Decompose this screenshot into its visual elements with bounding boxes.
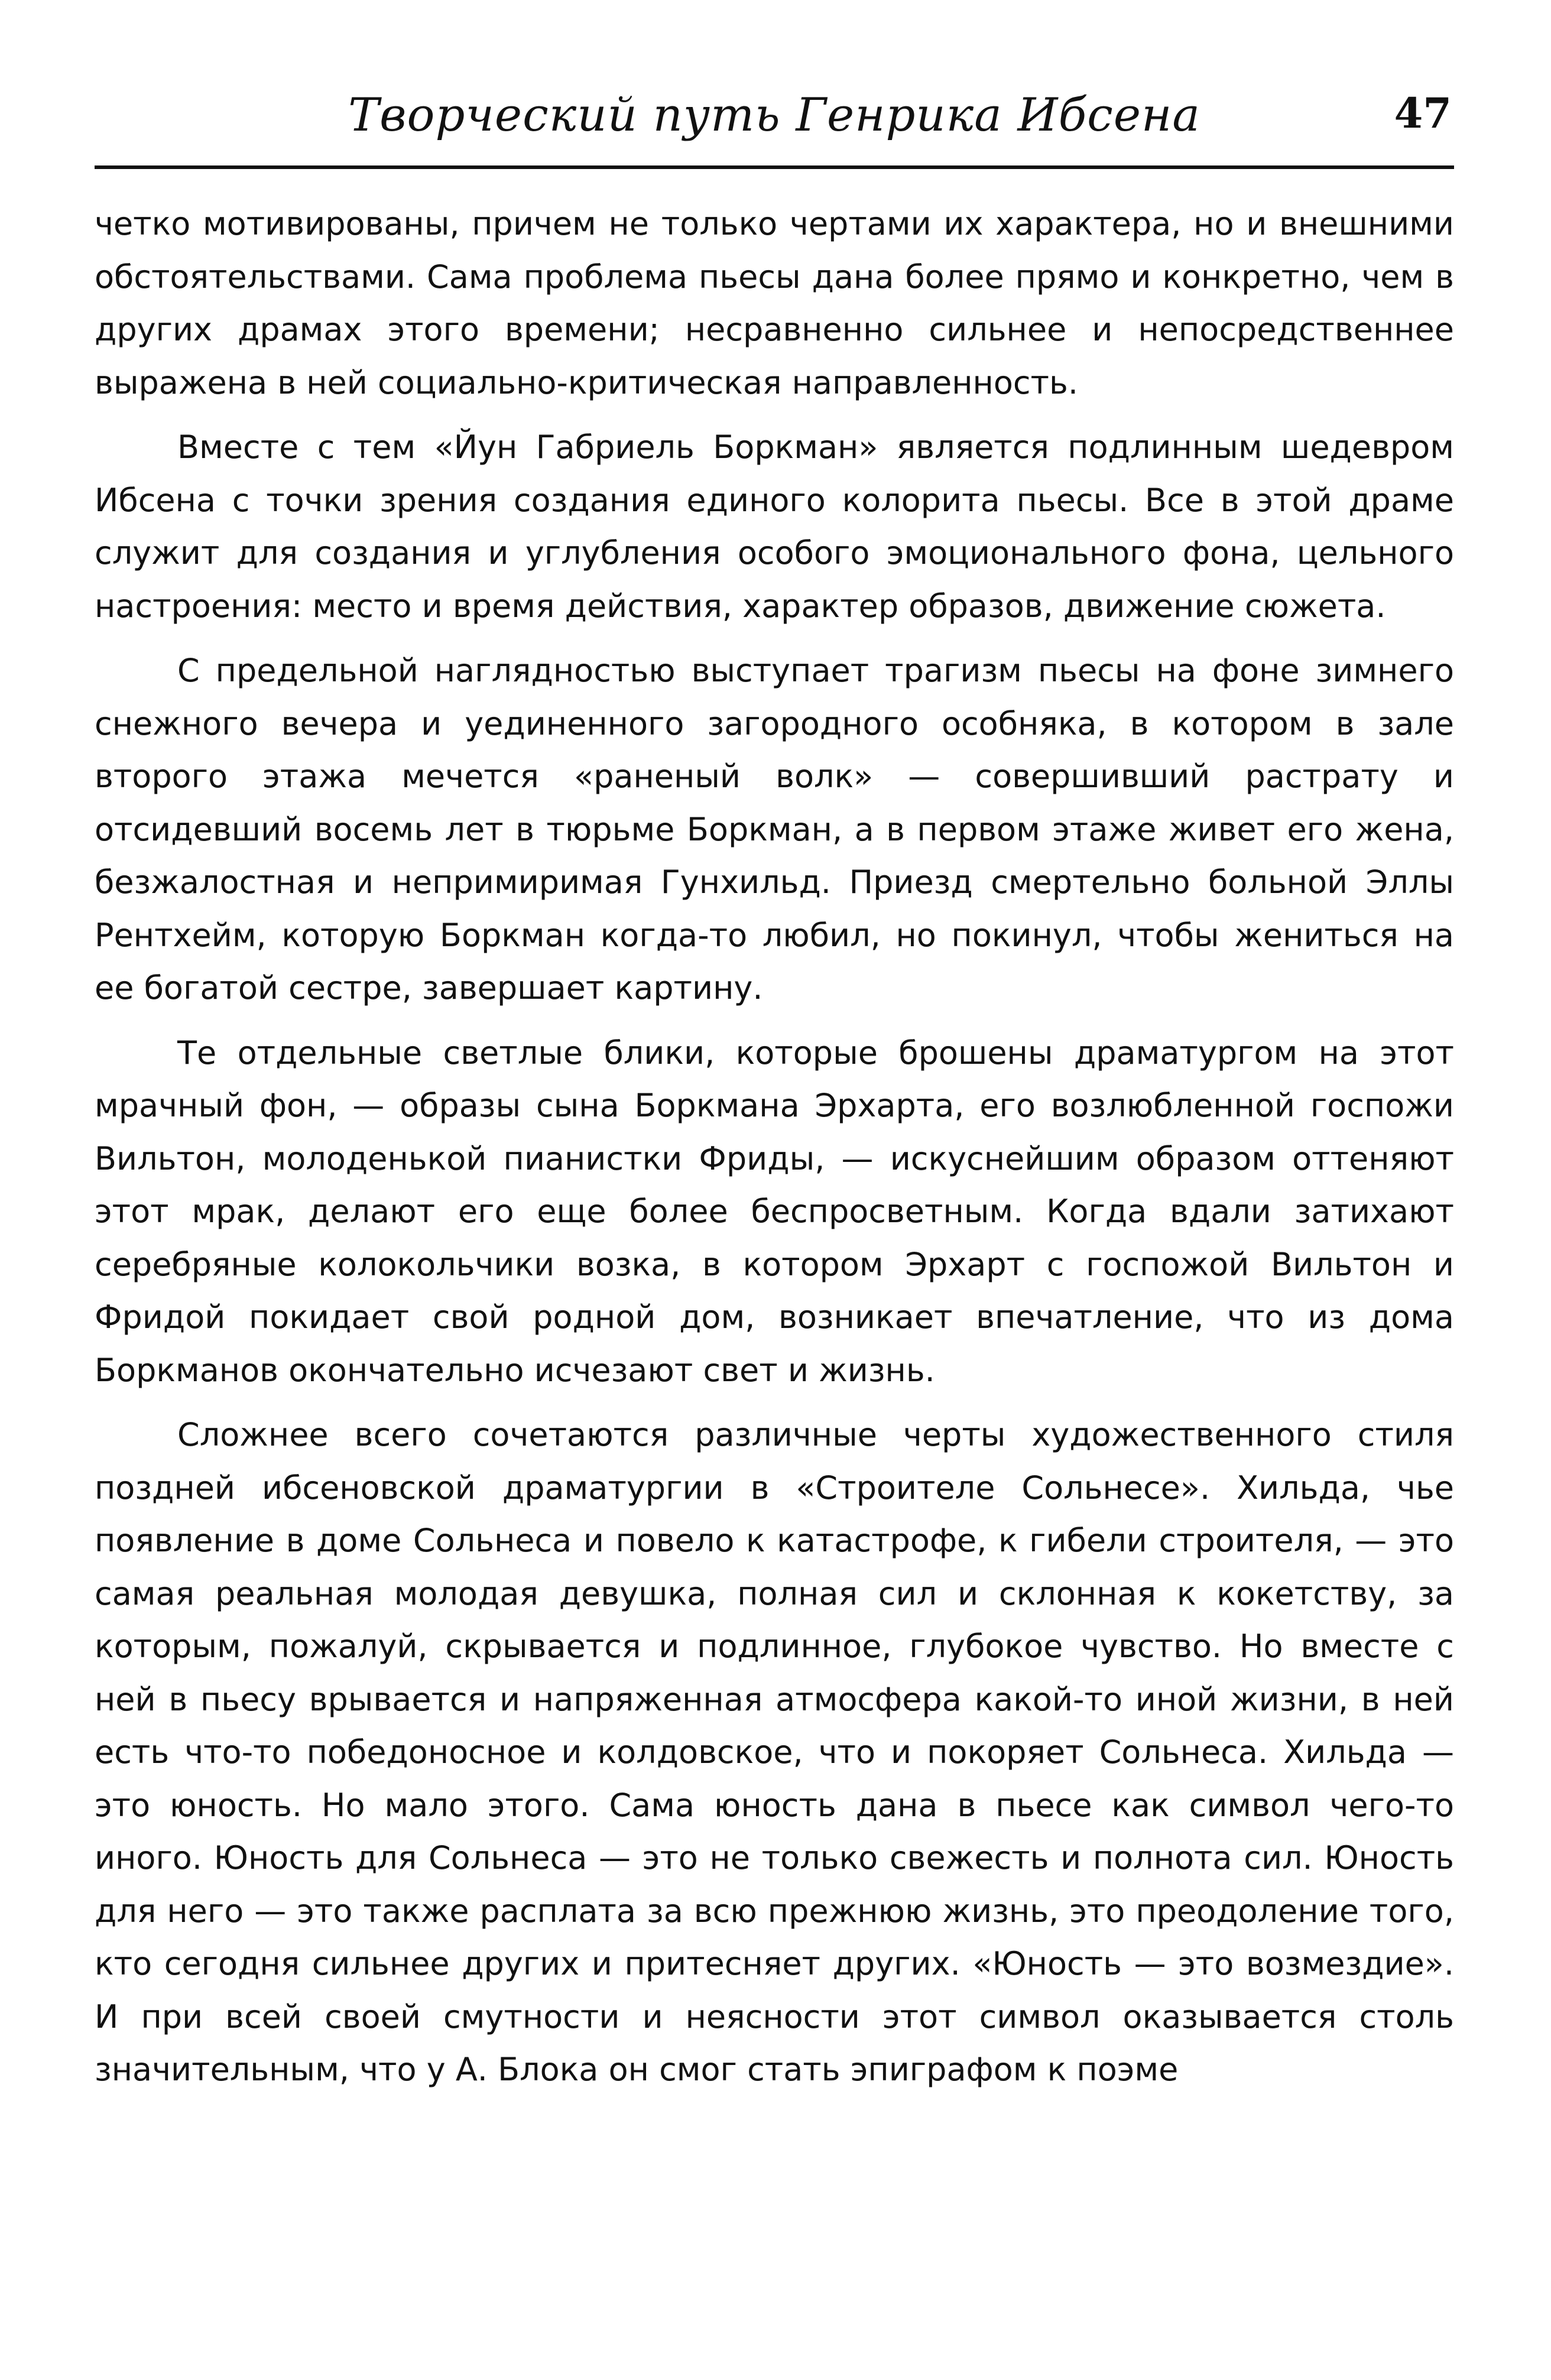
paragraph-light-glimpses: Те отдельные светлые блики, которые брошены драматургом на этот мрачный фон, — образы сына Боркмана Эрхарта, его возлюбленной госпожи Вильтон, молоденькой пианистки Фриды, — искуснейшим образом оттеняют этот мрак, делают его еще более беспросветным. Когда вдали затихают серебряные колокольчики возка, в котором Эрхарт с госпожой Вильтон и Фридой покидает свой родной дом, возникает впечатление, что из дома Боркманов окончательно исчезают свет и жизнь. xyxy=(95,1034,1454,1389)
paragraph-master-builder: Сложнее всего сочетаются различные черты художественного стиля поздней ибсеновской драматургии в «Строителе Сольнесе». Хильда, чье появление в доме Сольнеса и повело к катастрофе, к гибели строителя, — это самая реальная молодая девушка, полная сил и склонная к кокетству, за которым, пожалуй, скрывается и подлинное, глубокое чувство. Но вместе с ней в пьесу врывается и напряженная атмосфера какой-то иной жизни, в ней есть что-то победоносное и колдовское, что и покоряет Сольнеса. Хильда — это юность. Но мало этого. Сама юность дана в пьесе как символ чего-то иного. Юность для Сольнеса — это не только свежесть и полнота сил. Юность для него — это также расплата за всю прежнюю жизнь, это преодоление того, кто сегодня сильнее других и притесняет других. «Юность — это возмездие». И при всей своей смутности и неясности этот символ оказывается столь значительным, что у А. Блока он смог стать эпиграфом к поэме xyxy=(95,1416,1454,2088)
book-page xyxy=(95,71,1454,2108)
running-title: Творческий путь Генрика Ибсена xyxy=(348,89,1200,142)
paragraph-winter-evening: С предельной наглядностью выступает трагизм пьесы на фоне зимнего снежного вечера и уединенного загородного особняка, в котором в зале второго этажа мечется «раненый волк» — совершивший растрату и отсидевший восемь лет в тюрьме Боркман, а в первом этаже живет его жена, безжалостная и непримиримая Гунхильд. Приезд смертельно больной Эллы Рентхейм, которую Боркман когда-то любил, но покинул, чтобы жениться на ее богатой сестре, завершает картину. xyxy=(95,652,1454,1006)
body-text xyxy=(95,197,1454,2096)
page-number: 47 xyxy=(1394,89,1452,138)
paragraph-borkman-masterpiece: Вместе с тем «Йун Габриель Боркман» является подлинным шедевром Ибсена с точки зрения создания единого колорита пьесы. Все в этой драме служит для создания и углубления особого эмоционального фона, цельного настроения: место и время действия, характер образов, движение сюжета. xyxy=(95,428,1454,625)
running-head xyxy=(95,71,1454,169)
paragraph-continuation: четко мотивированы, причем не только чертами их характера, но и внешними обстоятельствами. Сама проблема пьесы дана более прямо и конкретно, чем в других драмах этого времени; несравненно сильнее и непосредственнее выражена в ней социально-критическая направленность. xyxy=(95,205,1454,401)
